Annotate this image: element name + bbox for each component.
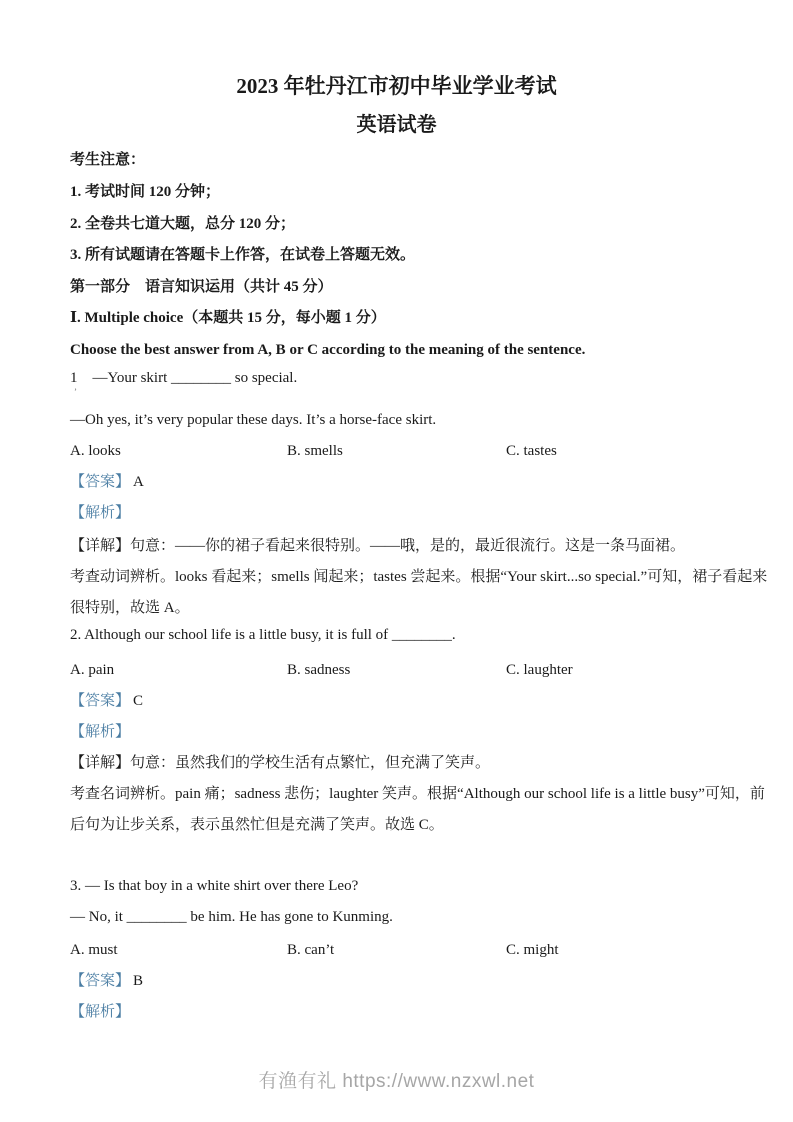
notice-item-1: 1. 考试时间 120 分钟； [70, 184, 221, 200]
question-2-stem-line-1: 2. Although our school life is a little busy, it is full of ________. [70, 627, 456, 643]
option-b: B. can’t [287, 942, 335, 958]
question-1-analysis-line [70, 503, 723, 523]
question-1-stem-line-2: —Oh yes, it’s very popular these days. It’s a horse-face skirt. [70, 412, 437, 428]
question-1-explanation-line-2: 考查动词辨析。looks 看起来；smells 闻起来；tastes 尝起来。根据“Your skirt...so special.”可知，裙子看起来 [70, 569, 768, 585]
answer-value: B [133, 973, 144, 989]
part-heading: 第一部分 语言知识运用（共计 45 分） [70, 279, 333, 295]
question-1-answer-line [70, 472, 723, 492]
option-c: C. tastes [506, 443, 557, 459]
option-c: C. laughter [506, 662, 573, 678]
option-c: C. might [506, 942, 559, 958]
analysis-label: 【解析】 [70, 505, 131, 521]
question-3-stem-line-2: — No, it ________ be him. He has gone to Kunming. [70, 909, 393, 925]
exam-subtitle: 英语试卷 [356, 114, 437, 136]
answer-value: C [133, 693, 144, 709]
question-3-stem-line-1: 3. — Is that boy in a white shirt over there Leo? [70, 878, 359, 894]
answer-label: 【答案】 [70, 474, 131, 490]
question-3-analysis-line [70, 1002, 723, 1022]
notice-item-3: 3. 所有试题请在答题卡上作答，在试卷上答题无效。 [70, 247, 416, 263]
answer-value: A [133, 474, 144, 490]
option-a: A. looks [70, 443, 121, 459]
question-2-explanation-line-1: 【详解】句意：虽然我们的学校生活有点繁忙，但充满了笑声。 [70, 755, 491, 771]
question-3-answer-line [70, 971, 723, 991]
analysis-label: 【解析】 [70, 1004, 131, 1020]
question-1-stem-line-1: 1 —Your skirt ________ so special. [70, 370, 298, 386]
exam-title: 2023 年牡丹江市初中毕业学业考试 [236, 74, 557, 98]
watermark-text: 有渔有礼 https://www.nzxwl.net [258, 1071, 535, 1092]
question-2-explanation-line-2: 考查名词辨析。pain 痛；sadness 悲伤；laughter 笑声。根据“Although our school life is a little busy”可知，前 [70, 786, 765, 802]
question-1-explanation-line-1: 【详解】句意：——你的裙子看起来很特别。——哦，是的，最近很流行。这是一条马面裙。 [70, 538, 686, 554]
answer-label: 【答案】 [70, 973, 131, 989]
question-2-analysis-line [70, 722, 723, 742]
option-a: A. must [70, 942, 118, 958]
stray-mark: ’ [74, 387, 77, 397]
instruction-text: Choose the best answer from A, B or C according to the meaning of the sentence. [70, 342, 586, 358]
question-1-explanation-line-3: 很特别，故选 A。 [70, 600, 190, 616]
option-b: B. sadness [287, 662, 351, 678]
answer-label: 【答案】 [70, 693, 131, 709]
option-a: A. pain [70, 662, 115, 678]
question-2-explanation-line-3: 后句为让步关系，表示虽然忙但是充满了笑声。故选 C。 [70, 817, 444, 833]
option-b: B. smells [287, 443, 343, 459]
notice-heading: 考生注意： [70, 152, 146, 168]
question-2-answer-line [70, 691, 723, 711]
analysis-label: 【解析】 [70, 724, 131, 740]
section-heading: Ⅰ. Multiple choice（本题共 15 分，每小题 1 分） [70, 310, 386, 326]
notice-item-2: 2. 全卷共七道大题，总分 120 分； [70, 216, 296, 232]
